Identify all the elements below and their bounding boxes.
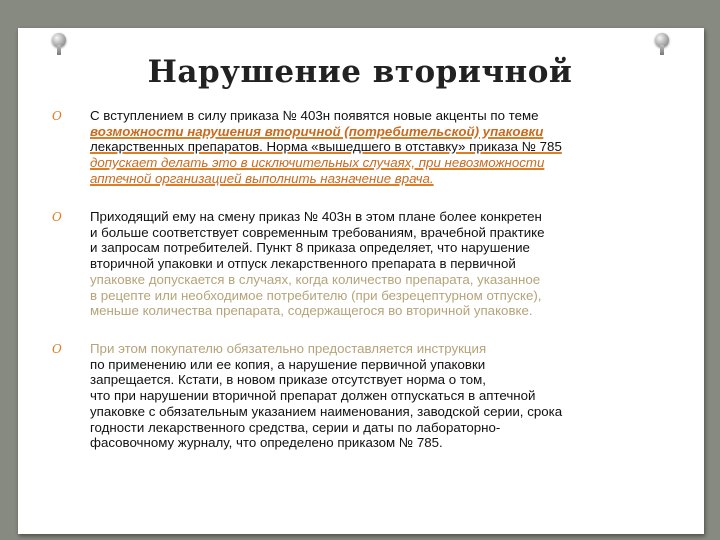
text-line: фасовочному журналу, что определено приказом № 785. xyxy=(90,435,443,451)
text-line: Приходящий ему на смену приказ № 403н в этом плане более конкретен xyxy=(90,209,542,224)
text-line: и больше соответствует современным требованиям, врачебной практике xyxy=(90,224,545,240)
bullet-marker-icon: O xyxy=(52,342,62,356)
text-line: аптечной организацией выполнить назначение врача. xyxy=(90,170,434,186)
text-line: возможности нарушения вторичной (потребительской) упаковки xyxy=(90,123,544,139)
text-line: в рецепте или необходимое потребителю (при безрецептурном отпуске), xyxy=(90,287,542,303)
text-line: При этом покупателю обязательно предоставляется инструкция xyxy=(90,341,487,356)
text-line: годности лекарственного средства, серии и даты по лабораторно- xyxy=(90,419,501,435)
text-line: допускает делать это в исключительных случаях, при невозможности xyxy=(90,155,545,171)
text-line: меньше количества препарата, содержащегося во вторичной упаковке. xyxy=(90,303,533,319)
text-line: и запросам потребителей. Пункт 8 приказа определяет, что нарушение xyxy=(90,240,530,256)
pushpin-icon xyxy=(52,33,66,55)
bullet-text xyxy=(90,108,690,187)
text-line: С вступлением в силу приказа № 403н появятся новые акценты по теме xyxy=(90,108,539,123)
text-line: лекарственных препаратов. Норма «вышедшего в отставку» приказа № 785 xyxy=(90,139,562,155)
bullet-text xyxy=(90,209,690,319)
pushpin-icon xyxy=(655,33,669,55)
text-line: запрещается. Кстати, в новом приказе отсутствует норма о том, xyxy=(90,372,487,388)
text-line: что при нарушении вторичной препарат должен отпускаться в аптечной xyxy=(90,388,536,404)
bullet-marker-icon: O xyxy=(52,109,62,123)
bullet-text xyxy=(90,341,690,451)
text-line: вторичной упаковки и отпуск лекарственного препарата в первичной xyxy=(90,256,516,272)
text-line: упаковке с обязательным указанием наименования, заводской серии, срока xyxy=(90,403,563,419)
slide-title: Нарушение вторичной xyxy=(147,54,573,90)
text-line: по применению или ее копия, а нарушение первичной упаковки xyxy=(90,356,486,372)
text-line: упаковке допускается в случаях, когда количество препарата, указанное xyxy=(90,271,541,287)
bullet-marker-icon: O xyxy=(52,210,62,224)
